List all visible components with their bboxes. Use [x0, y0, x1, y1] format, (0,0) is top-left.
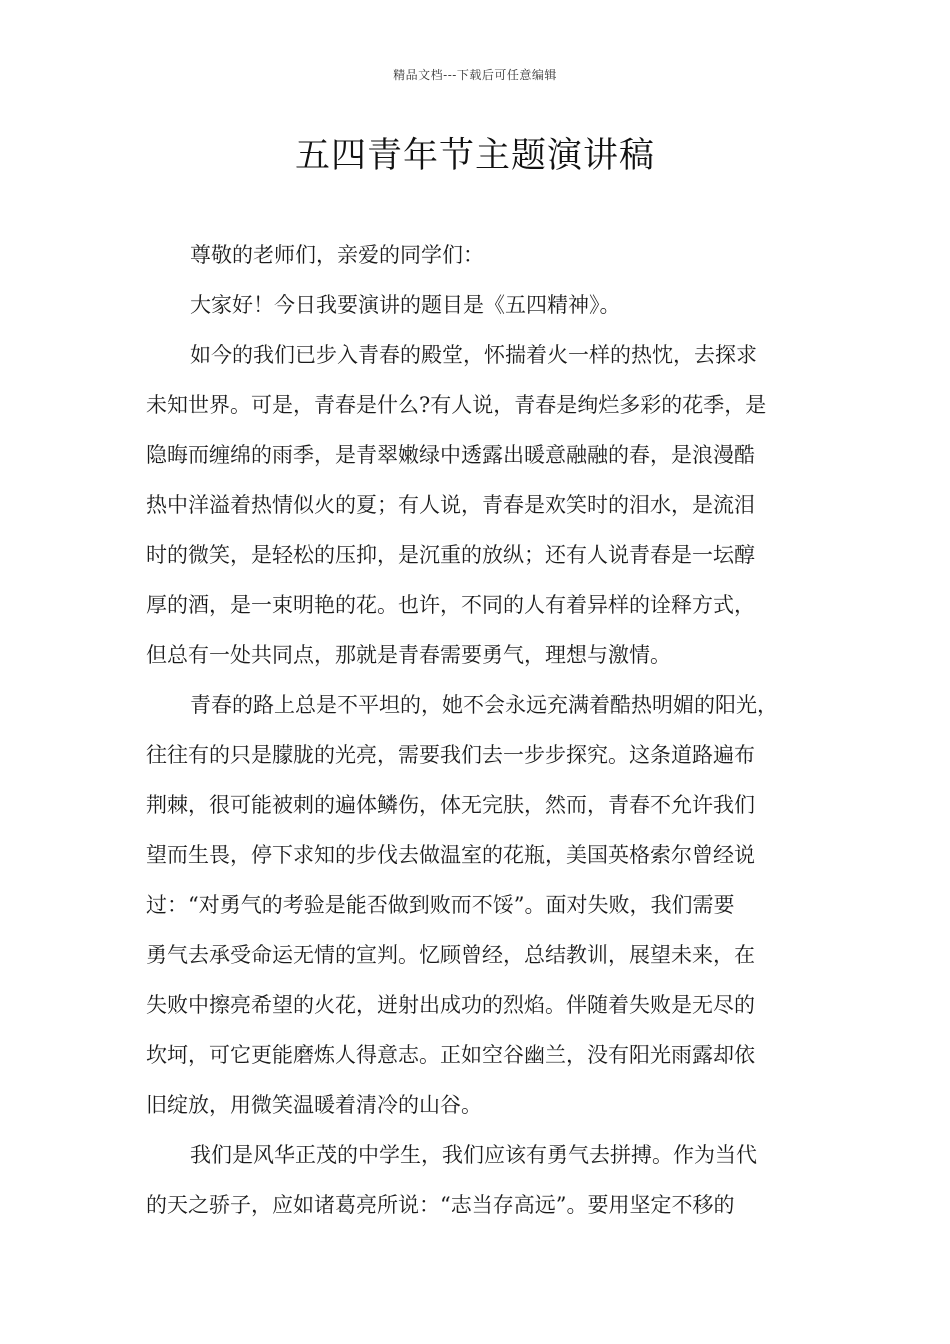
text-line: 大家好！今日我要演讲的题目是《五四精神》。: [190, 293, 621, 317]
text-line: 尊敬的老师们，亲爱的同学们：: [190, 243, 484, 267]
header-note: 精品文档---下载后可任意编辑: [393, 68, 557, 82]
text-line: 如今的我们已步入青春的殿堂，怀揣着火一样的热忱，去探求: [190, 343, 757, 367]
text-line: 时的微笑，是轻松的压抑，是沉重的放纵；还有人说青春是一坛醇: [146, 543, 755, 567]
document-title: 五四青年节主题演讲稿: [294, 136, 655, 176]
text-line: 热中洋溢着热情似火的夏；有人说，青春是欢笑时的泪水，是流泪: [146, 493, 755, 517]
text-line: 荆棘，很可能被刺的遍体鳞伤，体无完肤，然而，青春不允许我们: [146, 793, 755, 817]
text-line: 我们是风华正茂的中学生，我们应该有勇气去拼搏。作为当代: [190, 1143, 757, 1167]
text-line: 勇气去承受命运无情的宣判。忆顾曾经，总结教训，展望未来，在: [146, 943, 755, 967]
text-line: 失败中擦亮希望的火花，迸射出成功的烈焰。伴随着失败是无尽的: [146, 993, 755, 1017]
text-line: 旧绽放，用微笑温暖着清冷的山谷。: [146, 1093, 482, 1117]
document-body: [146, 230, 818, 1230]
text-line: 隐晦而缠绵的雨季，是青翠嫩绿中透露出暖意融融的春，是浪漫酷: [146, 443, 755, 467]
text-line: 未知世界。可是，青春是什么?有人说，青春是绚烂多彩的花季，是: [146, 393, 767, 417]
text-line: 往往有的只是朦胧的光亮，需要我们去一步步探究。这条道路遍布: [146, 743, 755, 767]
text-line: 望而生畏，停下求知的步伐去做温室的花瓶，美国英格索尔曾经说: [146, 843, 755, 867]
text-line: 厚的酒，是一束明艳的花。也许，不同的人有着异样的诠释方式，: [146, 593, 755, 617]
text-line: 坎坷，可它更能磨炼人得意志。正如空谷幽兰，没有阳光雨露却依: [146, 1043, 755, 1067]
text-line: 青春的路上总是不平坦的，她不会永远充满着酷热明媚的阳光，: [190, 693, 778, 717]
text-line: 的天之骄子，应如诸葛亮所说：“志当存高远”。要用坚定不移的: [146, 1193, 735, 1217]
text-line: 但总有一处共同点，那就是青春需要勇气，理想与激情。: [146, 643, 671, 667]
text-line: 过：“对勇气的考验是能否做到败而不馁”。面对失败，我们需要: [146, 893, 735, 917]
